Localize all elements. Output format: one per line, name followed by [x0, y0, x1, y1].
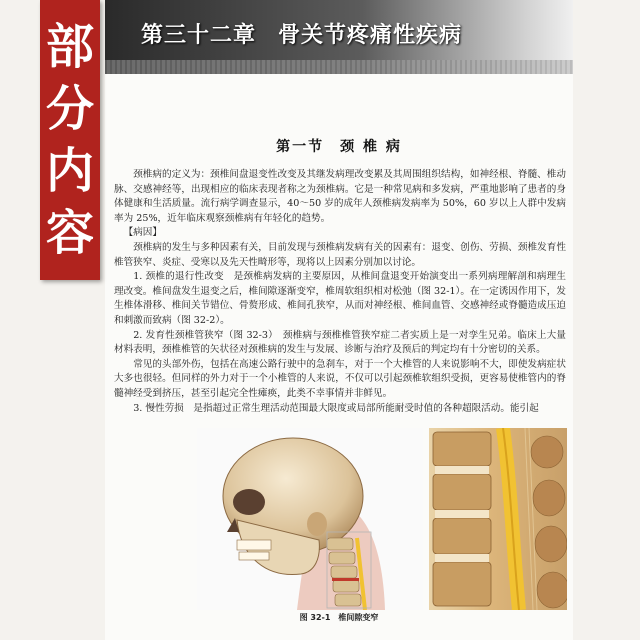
body-text: [114, 168, 566, 416]
skull-drawing: [197, 428, 423, 610]
banner-char: 容: [45, 205, 94, 261]
paragraph: 颈椎病的发生与多种因素有关，目前发现与颈椎病发病有关的因素有：退变、创伤、劳损、颈椎发育性椎管狭窄、炎症、受寒以及先天性畸形等，现将以上因素分别加以讨论。: [114, 241, 566, 268]
banner-char: 部: [45, 19, 94, 75]
subheading-etiology: 【病因】: [123, 227, 162, 239]
paragraph: 常见的头部外伤，包括在高速公路行驶中的急刹车，对于一个大椎管的人来说影响不大，即使发病症状大多也很轻。但同样的外力对于一个小椎管的人来说，不仅可以引起颈椎软组织受损，更容易使椎管内的脊髓神经受到挤压，甚至引起完全性瘫痪，此类不幸事情并非鲜见。: [114, 358, 566, 399]
book-page: [105, 0, 573, 640]
paragraph: 3. 慢性劳损 是指超过正常生理活动范围最大限度或局部所能耐受时值的各种超限活动。能引起: [133, 402, 539, 414]
chapter-title: [141, 18, 462, 49]
banner-char: 内: [45, 143, 94, 199]
figure-caption: 图 32-1 椎间隙变窄: [299, 613, 379, 622]
banner-char: 分: [45, 81, 94, 137]
promo-banner: [40, 0, 100, 280]
spine-closeup-drawing: [429, 428, 567, 610]
figure-32-1: [197, 428, 573, 618]
skull-illustration: [197, 428, 423, 610]
paragraph: 2. 发育性颈椎管狭窄（图 32-3） 颈椎病与颈椎椎管狭窄症二者实质上是一对孪生兄弟。临床上大量材料表明，颈椎椎管的矢状径对颈椎病的发生与发展、诊断与治疗及预后的判定均有十分密切的关系。: [114, 329, 566, 356]
section-title: 第一节 颈 椎 病: [276, 139, 402, 155]
chapter-name: 骨关节疼痛性疾病: [278, 23, 463, 48]
paragraph: 1. 颈椎的退行性改变 是颈椎病发病的主要原因，从椎间盘退变开始演变出一系列病理解剖和病理生理改变。椎间盘发生退变之后，椎间隙逐渐变窄，椎周软组织相对松弛（图 32-1）。在一定诱因作用下，发生椎体滑移、椎间关节错位、骨赘形成、椎间孔狭窄，从而对神经根、椎间血管、交感神经或脊髓造成压迫和刺激而致病（图 32-2）。: [114, 271, 566, 326]
chapter-number: 第三十二章: [141, 23, 257, 48]
paragraph: 颈椎病的定义为：颈椎间盘退变性改变及其继发病理改变累及其周围组织结构，如神经根、脊髓、椎动脉、交感神经等，出现相应的临床表现者称之为颈椎病。它是一种常见病和多发病，严重地影响了患者的身体健康和生活质量。流行病学调查显示，40～50 岁的成年人颈椎病发病率为 50%，60 岁以上人群中发病率为 25%，近年临床观察颈椎病有年轻化的趋势。: [114, 169, 566, 224]
spine-closeup-illustration: [429, 428, 567, 610]
